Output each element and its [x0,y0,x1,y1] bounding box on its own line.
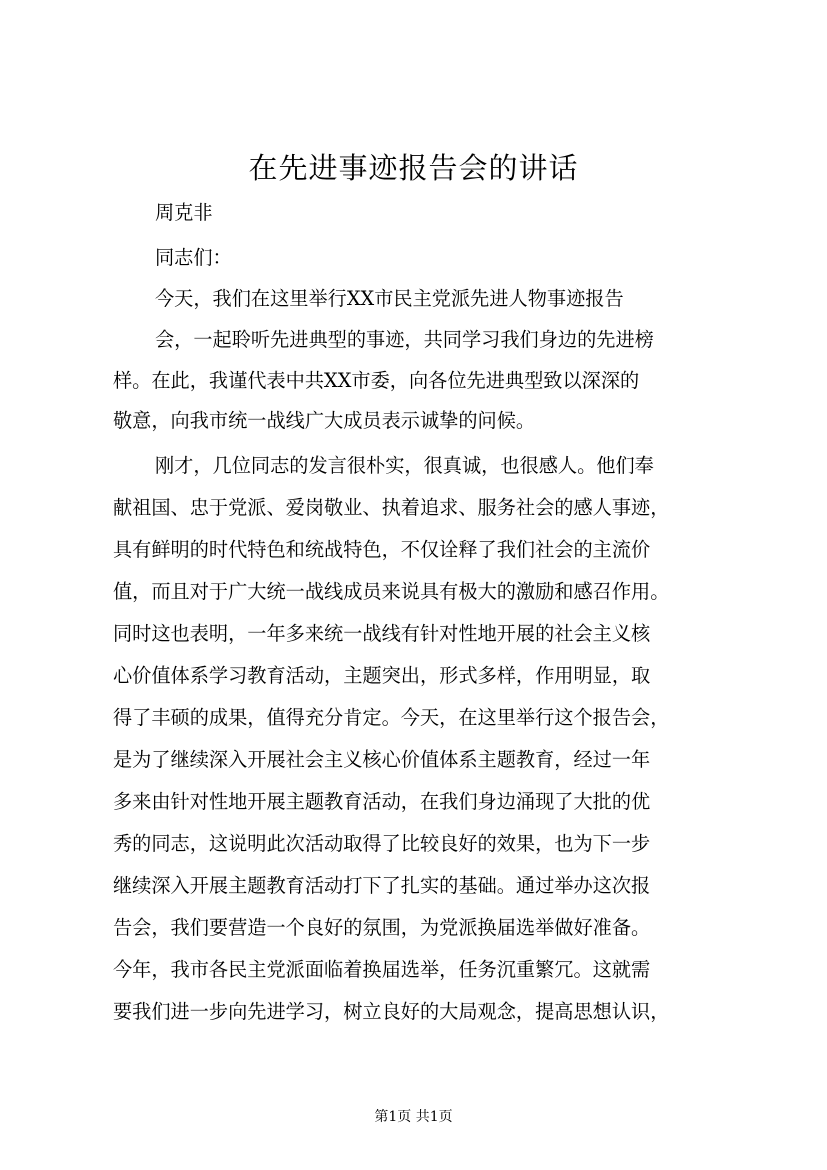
paragraph2-line-14: 要我们进一步向先进学习，树立良好的大局观念，提高思想认识， [113,1000,670,1023]
paragraph2-line-12: 告会，我们要营造一个良好的氛围，为党派换届选举做好准备。 [113,916,651,939]
paragraph2-line-6: 心价值体系学习教育活动，主题突出，形式多样，作用明显，取 [113,664,651,687]
paragraph2-line-10: 秀的同志，这说明此次活动取得了比较良好的效果，也为下一步 [113,832,651,855]
paragraph2-line-5: 同时这也表明，一年多来统一战线有针对性地开展的社会主义核 [113,622,651,645]
paragraph2-line-4: 值，而且对于广大统一战线成员来说具有极大的激励和感召作用。 [113,580,670,603]
document-title: 在先进事迹报告会的讲话 [248,151,579,185]
page-footer: 第1页 共1页 [374,1109,453,1125]
paragraph2-line-3: 具有鲜明的时代特色和统战特色，不仅诠释了我们社会的主流价 [113,538,651,561]
paragraph1-line-4: 敬意，向我市统一战线广大成员表示诚挚的问候。 [113,409,536,432]
salutation-line: 同志们： [155,246,232,269]
paragraph1-line-1: 今天，我们在这里举行XX市民主党派先进人物事迹报告 [155,287,624,310]
paragraph2-line-2: 献祖国、忠于党派、爱岗敬业、执着追求、服务社会的感人事迹， [113,496,670,519]
paragraph2-line-13: 今年，我市各民主党派面临着换届选举，任务沉重繁冗。这就需 [113,958,651,981]
author-line: 周克非 [155,201,213,224]
paragraph2-line-7: 得了丰硕的成果，值得充分肯定。今天，在这里举行这个报告会， [113,706,670,729]
paragraph2-line-8: 是为了继续深入开展社会主义核心价值体系主题教育，经过一年 [113,748,651,771]
paragraph2-line-11: 继续深入开展主题教育活动打下了扎实的基础。通过举办这次报 [113,874,651,897]
paragraph2-line-9: 多来由针对性地开展主题教育活动，在我们身边涌现了大批的优 [113,790,651,813]
paragraph1-line-3: 样。在此，我谨代表中共XX市委，向各位先进典型致以深深的 [113,369,640,392]
paragraph2-line-1: 刚才，几位同志的发言很朴实，很真诚，也很感人。他们奉 [155,454,654,477]
paragraph1-line-2: 会，一起聆听先进典型的事迹，共同学习我们身边的先进榜 [155,328,654,351]
